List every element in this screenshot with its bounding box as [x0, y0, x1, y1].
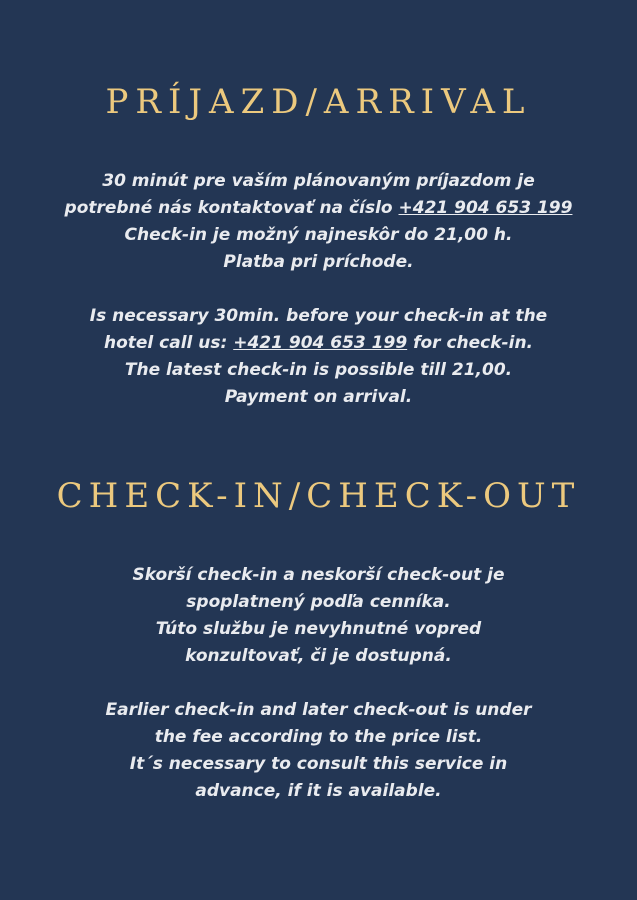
arrival-sk-line-2 [0, 195, 637, 222]
checkin-sk-line-2: spoplatnený podľa cenníka. [186, 592, 451, 612]
checkin-en-line-4: advance, if it is available. [195, 781, 442, 801]
arrival-en-line-1: Is necessary 30min. before your check-in at the [89, 306, 548, 326]
arrival-en-line-4: Payment on arrival. [224, 387, 413, 407]
arrival-text-sk [0, 168, 637, 276]
checkin-en-line-1: Earlier check-in and later check-out is under [105, 700, 532, 720]
checkin-text-sk [0, 562, 637, 670]
arrival-sk-line-4: Platba pri príchode. [223, 252, 414, 272]
arrival-heading: PRÍJAZD/ARRIVAL [105, 82, 532, 122]
checkin-sk-line-1: Skorší check-in a neskorší check-out je [132, 565, 505, 585]
arrival-en-line-2-prefix: hotel call us: [103, 333, 234, 353]
phone-link-sk[interactable]: +421 904 653 199 [398, 198, 573, 218]
arrival-en-line-2 [0, 330, 637, 357]
checkin-sk-line-4: konzultovať, či je dostupná. [185, 646, 452, 666]
phone-link-en[interactable]: +421 904 653 199 [233, 333, 408, 353]
checkin-heading: CHECK-IN/CHECK-OUT [56, 476, 581, 516]
arrival-sk-line-1: 30 minút pre vaším plánovaným príjazdom je [102, 171, 535, 191]
arrival-sk-line-2-text: potrebné nás kontaktovať na číslo [64, 198, 399, 218]
checkin-en-line-3: It´s necessary to consult this service in [129, 754, 508, 774]
arrival-en-line-2-suffix: for check-in. [407, 333, 534, 353]
arrival-en-line-3: The latest check-in is possible till 21,00. [124, 360, 513, 380]
arrival-text-en [0, 303, 637, 411]
checkin-en-line-2: the fee according to the price list. [154, 727, 483, 747]
arrival-sk-line-3: Check-in je možný najneskôr do 21,00 h. [124, 225, 513, 245]
checkin-sk-line-3: Túto službu je nevyhnutné vopred [155, 619, 482, 639]
checkin-text-en [0, 697, 637, 805]
